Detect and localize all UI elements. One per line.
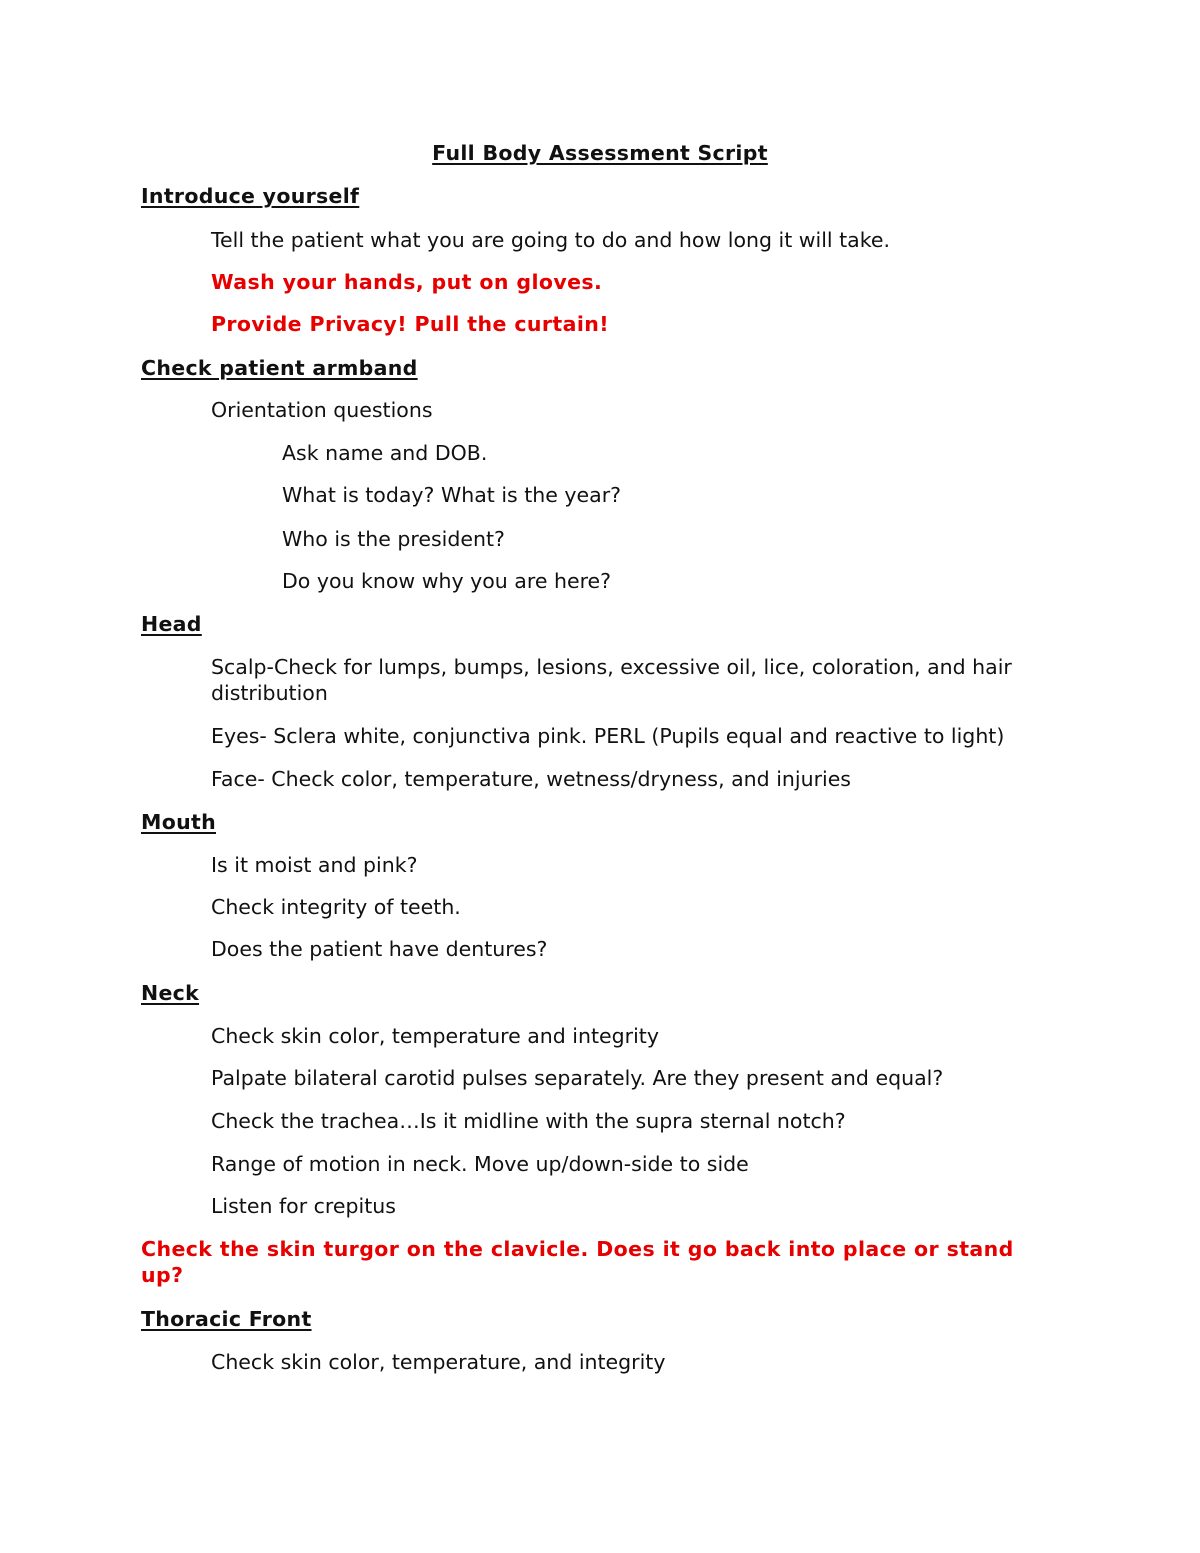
neck-skin-check: Check skin color, temperature and integrity <box>211 1024 659 1048</box>
neck-range-of-motion: Range of motion in neck. Move up/down-side to side <box>211 1152 749 1176</box>
introduce-tell-patient: Tell the patient what you are going to do and how long it will take. <box>211 228 891 252</box>
thoracic-skin-check: Check skin color, temperature, and integrity <box>211 1350 666 1374</box>
orientation-question-why-here: Do you know why you are here? <box>282 569 612 593</box>
neck-carotid-pulses: Palpate bilateral carotid pulses separately. Are they present and equal? <box>211 1066 944 1090</box>
orientation-question-president: Who is the president? <box>282 527 505 551</box>
mouth-dentures: Does the patient have dentures? <box>211 937 548 961</box>
head-eyes-check: Eyes- Sclera white, conjunctiva pink. PERL (Pupils equal and reactive to light) <box>211 724 1005 748</box>
armband-orientation-questions: Orientation questions <box>211 398 433 422</box>
mouth-teeth-integrity: Check integrity of teeth. <box>211 895 461 919</box>
neck-skin-turgor-note: Check the skin turgor on the clavicle. Does it go back into place or stand up? <box>141 1237 1014 1287</box>
document-title: Full Body Assessment Script <box>432 141 768 165</box>
neck-listen-crepitus: Listen for crepitus <box>211 1194 396 1218</box>
heading-thoracic-front: Thoracic Front <box>141 1307 312 1331</box>
head-face-check: Face- Check color, temperature, wetness/dryness, and injuries <box>211 767 851 791</box>
heading-neck: Neck <box>141 981 200 1005</box>
neck-trachea-check: Check the trachea…Is it midline with the supra sternal notch? <box>211 1109 846 1133</box>
heading-mouth: Mouth <box>141 810 216 834</box>
heading-head: Head <box>141 612 202 636</box>
heading-introduce-yourself: Introduce yourself <box>141 184 360 208</box>
orientation-question-name-dob: Ask name and DOB. <box>282 441 488 465</box>
introduce-provide-privacy: Provide Privacy! Pull the curtain! <box>211 312 609 336</box>
mouth-moist-pink: Is it moist and pink? <box>211 853 418 877</box>
heading-check-patient-armband: Check patient armband <box>141 356 418 380</box>
head-scalp-check: Scalp-Check for lumps, bumps, lesions, excessive oil, lice, coloration, and hair distribution <box>211 655 1012 705</box>
introduce-wash-hands: Wash your hands, put on gloves. <box>211 270 603 294</box>
orientation-question-today-year: What is today? What is the year? <box>282 483 622 507</box>
